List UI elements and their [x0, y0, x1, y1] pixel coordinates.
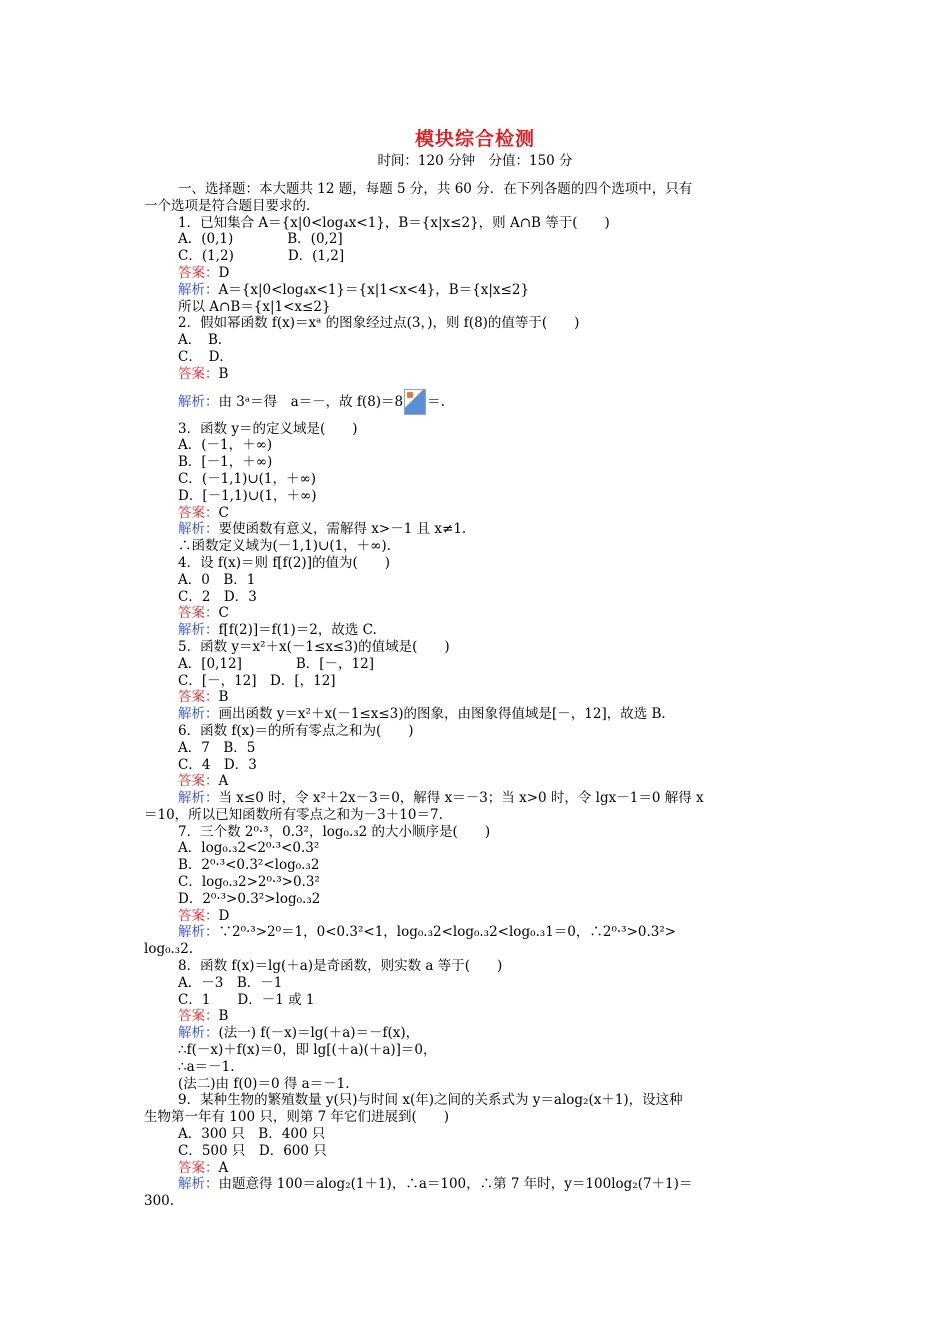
- q7-option-d: D．2⁰·³>0.3²>log₀.₃2: [178, 890, 321, 907]
- analysis-label: 解析：: [178, 1025, 219, 1042]
- q5-options-ab: A．[0,12] B．[－，12]: [178, 655, 374, 672]
- q4-stem: 4．设 f(x)＝则 f[f(2)]的值为( ): [178, 554, 390, 571]
- analysis-label: 解析：: [178, 521, 219, 538]
- q7-analysis: [178, 924, 808, 941]
- answer-label: 答案：: [178, 689, 219, 706]
- q8-analysis-text: (法一) f(－x)＝lg(＋a)＝－f(x)，: [218, 1025, 420, 1042]
- q2-answer-value: B: [218, 365, 229, 382]
- q8-analysis: [178, 1025, 808, 1042]
- q5-answer: [178, 689, 808, 706]
- q1-answer-value: D: [218, 264, 230, 281]
- q3-answer-value: C: [218, 504, 229, 521]
- q3-option-c: C．(－1,1)∪(1，＋∞): [178, 470, 317, 487]
- q2-stem: 2．假如幂函数 f(x)＝xᵃ 的图象经过点(3，)，则 f(8)的值等于( ): [178, 315, 580, 332]
- q9-analysis-extra: 300.: [144, 1193, 175, 1210]
- q7-option-c: C．log₀.₃2>2⁰·³>0.3²: [178, 874, 320, 891]
- q4-options-cd: C．2 D．3: [178, 588, 257, 605]
- q6-options-ab: A．7 B．5: [178, 739, 256, 756]
- q1-analysis-extra: 所以 A∩B＝{x|1<x≤2}: [178, 298, 331, 315]
- q7-answer: [178, 908, 808, 925]
- q8-analysis-line3: ∴a＝－1.: [178, 1058, 235, 1075]
- q9-options-ab: A．300 只 B．400 只: [178, 1126, 326, 1143]
- q2-analysis: [178, 387, 808, 417]
- q3-analysis: [178, 521, 808, 538]
- q7-stem: 7．三个数 2⁰·³，0.3²，log₀.₃2 的大小顺序是( ): [178, 823, 491, 840]
- answer-label: 答案：: [178, 365, 219, 382]
- q8-answer: [178, 1008, 808, 1025]
- q3-analysis-text: 要使函数有意义，需解得 x>－1 且 x≠1.: [218, 521, 467, 538]
- q9-answer: [178, 1160, 808, 1177]
- exam-body: [144, 181, 808, 1210]
- q7-analysis-extra: log₀.₃2.: [144, 941, 194, 958]
- q9-analysis: [178, 1176, 808, 1193]
- q3-option-d: D．[－1,1)∪(1，＋∞): [178, 487, 317, 504]
- broken-image-icon: [404, 389, 426, 415]
- q6-options-cd: C．4 D．3: [178, 756, 257, 773]
- q2-options-cd: C． D．: [178, 348, 233, 365]
- q3-option-b: B．[－1，＋∞): [178, 454, 273, 471]
- q1-stem: 1．已知集合 A＝{x|0<log₄x<1}，B＝{x|x≤2}，则 A∩B 等于( ): [178, 214, 610, 231]
- q8-stem: 8．函数 f(x)＝lg(＋a)是奇函数，则实数 a 等于( ): [178, 958, 503, 975]
- q7-option-a: A．log₀.₃2<2⁰·³<0.3²: [178, 840, 320, 857]
- page-subtitle: 时间：120 分钟 分值：150 分: [377, 153, 573, 169]
- q6-answer-value: A: [218, 773, 229, 790]
- q1-options-cd: C．(1,2) D．(1,2]: [178, 248, 345, 265]
- analysis-label: 解析：: [178, 1176, 219, 1193]
- q6-analysis-text: 当 x≤0 时，令 x²＋2x－3＝0，解得 x＝－3；当 x>0 时，令 lgx－1＝0 解得 x: [218, 790, 704, 807]
- q5-answer-value: B: [218, 689, 229, 706]
- q7-answer-value: D: [218, 907, 230, 924]
- q8-options-ab: A．－3 B．－1: [178, 974, 283, 991]
- answer-label: 答案：: [178, 1159, 219, 1176]
- q4-analysis: [178, 622, 808, 639]
- q1-analysis-text: A＝{x|0<log₄x<1}＝{x|1<x<4}，B＝{x|x≤2}: [218, 281, 530, 298]
- q9-options-cd: C．500 只 D．600 只: [178, 1142, 327, 1159]
- q1-options-ab: A．(0,1) B．(0,2]: [178, 231, 343, 248]
- q6-analysis-extra: ＝10，所以已知函数所有零点之和为－3＋10＝7.: [144, 806, 443, 823]
- q6-answer: [178, 773, 808, 790]
- answer-label: 答案：: [178, 1008, 219, 1025]
- analysis-label: 解析：: [178, 393, 219, 410]
- q4-answer: [178, 605, 808, 622]
- q8-analysis-line4: (法二)由 f(0)＝0 得 a＝－1.: [178, 1075, 350, 1092]
- q3-answer: [178, 505, 808, 522]
- q2-analysis-text: 由 3ᵃ＝得 a＝－，故 f(8)＝8: [218, 393, 404, 410]
- analysis-label: 解析：: [178, 706, 219, 723]
- intro-line-2: 一个选项是符合题目要求的．: [144, 197, 320, 214]
- q7-analysis-text: ∵2⁰·³>2⁰＝1，0<0.3²<1，log₀.₃2<log₀.₃2<log₀.₃1＝0，∴2⁰·³>0.3²>: [218, 924, 677, 941]
- analysis-label: 解析：: [178, 281, 219, 298]
- answer-label: 答案：: [178, 907, 219, 924]
- intro-line-1: 一、选择题：本大题共 12 题，每题 5 分，共 60 分．在下列各题的四个选项中，只有: [178, 181, 693, 197]
- q2-analysis-tail: ＝.: [427, 393, 445, 410]
- q3-stem: 3．函数 y＝的定义域是( ): [178, 420, 358, 437]
- analysis-label: 解析：: [178, 622, 219, 639]
- q7-option-b: B．2⁰·³<0.3²<log₀.₃2: [178, 857, 320, 874]
- q6-analysis: [178, 790, 808, 807]
- answer-label: 答案：: [178, 773, 219, 790]
- q3-option-a: A．(－1，＋∞): [178, 437, 273, 454]
- q2-options-ab: A． B．: [178, 332, 232, 349]
- q4-answer-value: C: [218, 605, 229, 622]
- q3-analysis-extra: ∴函数定义域为(－1,1)∪(1，＋∞).: [178, 538, 391, 555]
- q8-options-cd: C．1 D．－1 或 1: [178, 991, 315, 1008]
- q2-answer: [178, 366, 808, 383]
- q9-stem-line2: 生物第一年有 100 只，则第 7 年它们进展到( ): [144, 1109, 450, 1126]
- q4-options-ab: A．0 B．1: [178, 571, 256, 588]
- analysis-label: 解析：: [178, 790, 219, 807]
- q9-answer-value: A: [218, 1159, 229, 1176]
- q5-analysis: [178, 706, 808, 723]
- q8-analysis-line2: ∴f(－x)＋f(x)＝0，即 lg[(＋a)(＋a)]＝0，: [178, 1042, 437, 1059]
- q9-analysis-text: 由题意得 100＝alog₂(1＋1)，∴a＝100，∴第 7 年时，y＝100log₂(7＋1)＝: [218, 1176, 693, 1193]
- q4-analysis-text: f[f(2)]＝f(1)＝2，故选 C.: [218, 622, 377, 639]
- q1-answer: [178, 265, 808, 282]
- q5-stem: 5．函数 y＝x²＋x(－1≤x≤3)的值域是( ): [178, 638, 450, 655]
- answer-label: 答案：: [178, 264, 219, 281]
- q1-analysis: [178, 282, 808, 299]
- analysis-label: 解析：: [178, 924, 219, 941]
- q8-answer-value: B: [218, 1008, 229, 1025]
- answer-label: 答案：: [178, 605, 219, 622]
- q5-analysis-text: 画出函数 y＝x²＋x(－1≤x≤3)的图象，由图象得值域是[－，12]，故选 B.: [218, 706, 666, 723]
- q6-stem: 6．函数 f(x)＝的所有零点之和为( ): [178, 722, 414, 739]
- answer-label: 答案：: [178, 504, 219, 521]
- page-title: 模块综合检测: [414, 128, 535, 150]
- q5-options-cd: C．[－，12] D．[，12]: [178, 672, 336, 689]
- q9-stem-line1: 9．某种生物的繁殖数量 y(只)与时间 x(年)之间的关系式为 y＝alog₂(x＋1)，设这种: [178, 1092, 683, 1109]
